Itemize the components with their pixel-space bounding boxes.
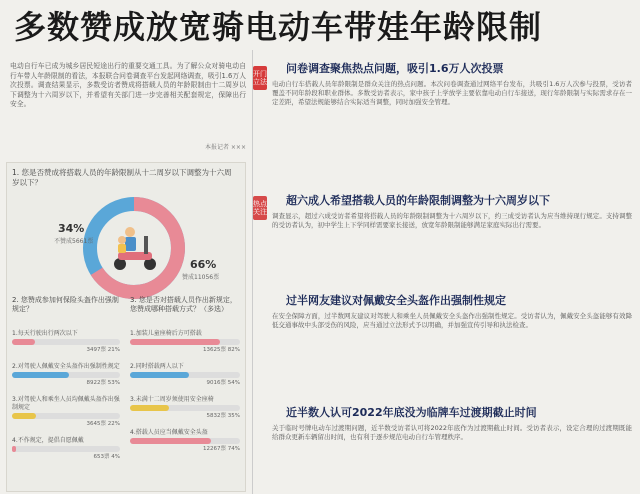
tag-hot-topic: 热点关注 (253, 196, 267, 220)
scooter-icon (114, 227, 156, 270)
q2-item-value: 8922票 53% (86, 380, 120, 386)
q2-item-3 (12, 396, 120, 427)
q3-item-3 (130, 396, 240, 419)
q3-bar-track (130, 438, 240, 444)
section-title-3: 过半网友建议对佩戴安全头盔作出强制性规定 (286, 294, 506, 307)
q3-item-value: 9016票 54% (206, 380, 240, 386)
donut-chart (82, 196, 186, 300)
no-votes: 不赞成5661票 (54, 238, 94, 245)
q2-bar-fill (12, 339, 35, 345)
section-text-1: 电动自行车搭载人员年龄限制是群众关注的热点问题。本次问卷调查通过网络平台发布，共吸引1.6万人次参与投票，受访者覆盖不同年龄段和职业群体。多数受访者表示，家中孩子上学放学主要依靠电动自行车接送，现行年龄限制与实际需求存在一定差距，希望法规能够结合实际适当调整，同时加强安全管理。 (272, 80, 632, 106)
q3-item-label: 4.搭载人员应当佩戴安全头盔 (130, 429, 208, 436)
q3-item-value: 5832票 35% (206, 413, 240, 419)
section-text-4: 关于临时号牌电动车过渡期问题，近半数受访者认可将2022年底作为过渡期截止时间。受访者表示，设定合理的过渡期既能给群众更新车辆留出时间，也有利于逐步规范电动自行车管理秩序。 (272, 424, 632, 441)
section-text-2: 调查显示，超过六成受访者希望将搭载人员的年龄限制调整为十六周岁以下，约三成受访者认为应当维持现行规定。支持调整的受访者认为，初中学生上下学同样需要家长接送，放宽年龄限制能够满足家庭实际出行需要。 (272, 212, 632, 229)
q3-bar-track (130, 339, 240, 345)
section-title-1: 问卷调查聚焦热点问题，吸引1.6万人次投票 (286, 62, 504, 75)
yes-percentage: 66% (190, 258, 217, 271)
q2-item-label: 1.每天行驶出行两次以下 (12, 330, 78, 337)
q2-item-label: 3.对驾驶人和乘坐人员均佩戴头盔作出强制规定 (12, 396, 120, 411)
q3-item-2 (130, 363, 240, 386)
q3-bar-fill (130, 339, 220, 345)
q2-item-label: 2.对驾驶人佩戴安全头盔作出强制性规定 (12, 363, 120, 370)
q2-item-value: 653票 4% (93, 454, 120, 460)
section-text-3: 在安全保障方面，过半数网友建议对驾驶人和乘坐人员佩戴安全头盔作出强制性规定。受访者认为，佩戴安全头盔能够有效降低交通事故中头部受伤的风险，应当通过立法形式予以明确，并加强宣传引导和执法检查。 (272, 312, 632, 329)
section-title-2: 超六成人希望搭载人员的年龄限制调整为十六周岁以下 (286, 194, 550, 207)
intro-text: 电动自行车已成为城乡居民短途出行的重要交通工具。为了解公众对骑电动自行车带人年龄限制的看法，本报联合问卷调查平台发起网络调查，吸引1.6万人次投票。调查结果显示，多数受访者赞成将搭载人员的年龄限制由十二周岁以下调整为十六周岁以下，并希望有关部门进一步完善相关配套规定，保障出行安全。 (10, 62, 246, 109)
q3-item-value: 13625票 82% (203, 347, 240, 353)
q2-bar-fill (12, 413, 36, 419)
q3-item-label: 2.同时搭载两人以下 (130, 363, 184, 370)
q3-bars (130, 330, 240, 462)
q3-bar-fill (130, 438, 211, 444)
q2-item-4 (12, 437, 120, 460)
q3-bar-track (130, 405, 240, 411)
q2-bar-fill (12, 446, 16, 452)
byline: 本报记者 ××× (205, 144, 246, 151)
q2-bar-track (12, 413, 120, 419)
headline: 多数赞成放宽骑电动车带娃年龄限制 (14, 8, 543, 46)
q3-bar-track (130, 372, 240, 378)
q2-bar-track (12, 446, 120, 452)
q3-item-4 (130, 429, 240, 452)
column-divider (252, 50, 253, 494)
no-percentage: 34% (58, 222, 85, 235)
q2-bar-fill (12, 372, 69, 378)
section-title-4: 近半数人认可2022年底没为临牌车过渡期截止时间 (286, 406, 537, 419)
q2-item-1 (12, 330, 120, 353)
q2-item-label: 4.不作规定，提倡自愿佩戴 (12, 437, 84, 444)
q3-item-value: 12267票 74% (203, 446, 240, 452)
q3-bar-fill (130, 405, 169, 411)
q2-item-value: 3645票 22% (86, 421, 120, 427)
q3-bar-fill (130, 372, 189, 378)
q2-item-value: 3497票 21% (86, 347, 120, 353)
survey-question-3: 3. 您是否对搭载人员作出新规定，您赞成哪种搭载方式？（多选） (130, 296, 237, 313)
yes-votes: 赞成11056票 (182, 274, 220, 281)
tag-open-legislation: 开门立法 (253, 66, 267, 90)
q3-item-label: 3.未满十二周岁须使用安全座椅 (130, 396, 214, 403)
q3-item-label: 1.加装儿童座椅后方可搭载 (130, 330, 202, 337)
survey-question-1: 1. 您是否赞成将搭载人员的年龄限制从十二周岁以下调整为十六周岁以下？ (12, 168, 232, 187)
survey-question-2: 2. 您赞成参加何保险头盔作出强制规定？ (12, 296, 119, 313)
q3-item-1 (130, 330, 240, 353)
q2-bar-track (12, 339, 120, 345)
q2-bars (12, 330, 120, 470)
q2-item-2 (12, 363, 120, 386)
q2-bar-track (12, 372, 120, 378)
